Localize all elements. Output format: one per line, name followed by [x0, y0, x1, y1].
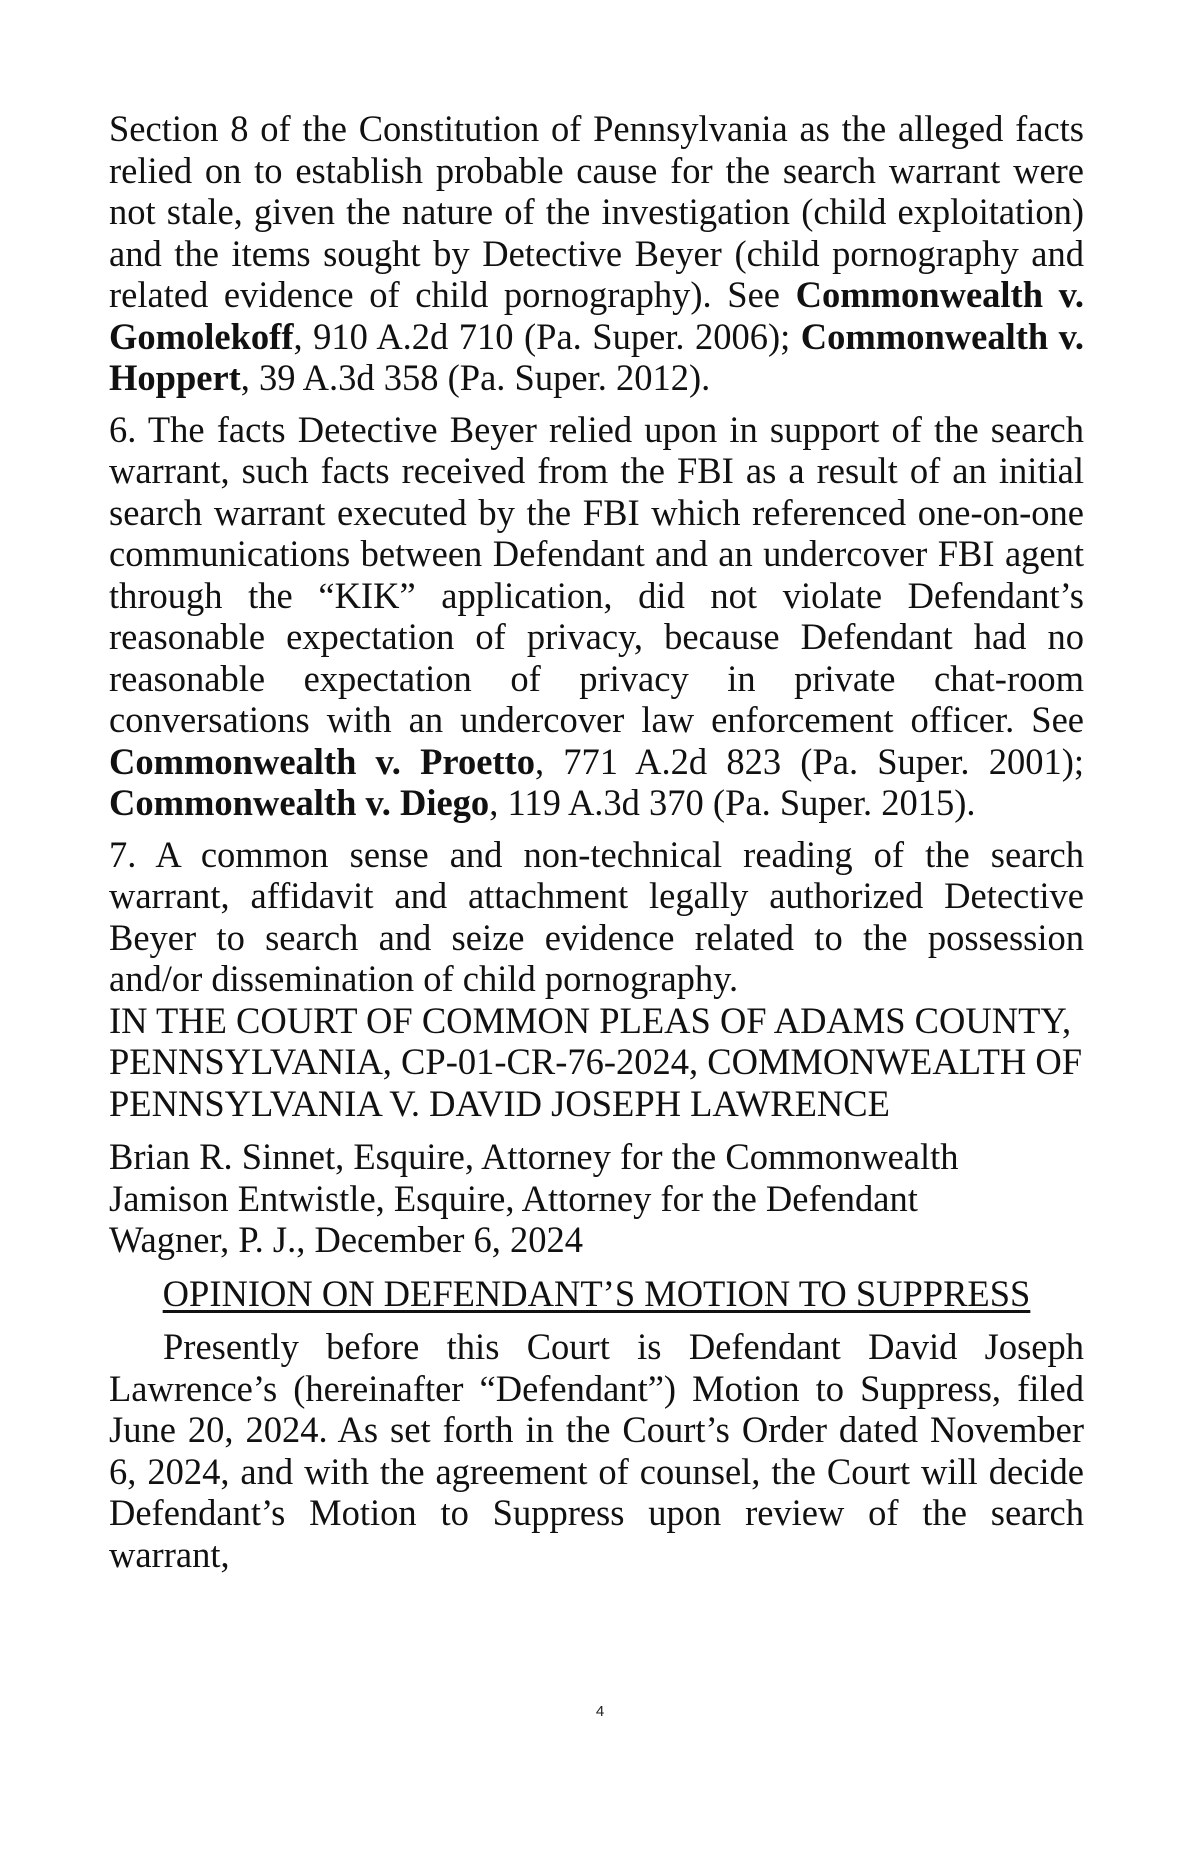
paragraph-7: 7. A common sense and non-technical reading of the search warrant, affidavit and attachment legally authorized Detective Beyer to search and seize evidence related to the possession and/or dissemination of child pornography. [109, 833, 1084, 999]
opinion-heading: OPINION ON DEFENDANT’S MOTION TO SUPPRESS [162, 1272, 1031, 1314]
counsel-block [109, 1136, 1084, 1261]
opinion-body: Presently before this Court is Defendant David Joseph Lawrence’s (hereinafter “Defendant”) Motion to Suppress, filed June 20, 2024. As set forth in the Court’s Order dated November 6, 2024, and with the agreement of counsel, the Court will decide Defendant’s Motion to Suppress upon review of the search warrant, [109, 1326, 1084, 1575]
paragraph-6 [109, 409, 1084, 824]
attorney-defendant: Jamison Entwistle, Esquire, Attorney for the Defendant [109, 1177, 918, 1219]
case-citation-proetto: Commonwealth v. Proetto [109, 740, 535, 782]
paragraph-6-text-2: , 771 A.2d 823 (Pa. Super. 2001); [534, 740, 1084, 782]
judge-and-date: Wagner, P. J., December 6, 2024 [109, 1219, 584, 1260]
case-caption: IN THE COURT OF COMMON PLEAS OF ADAMS COUNTY, PENNSYLVANIA, CP-01-CR-76-2024, COMMONWEALTH OF PENNSYLVANIA V. DAVID JOSEPH LAWRENCE [109, 999, 1083, 1124]
case-citation-gomolekoff: Commonwealth v. Gomolekoff [109, 274, 1085, 357]
attorney-commonwealth: Brian R. Sinnet, Esquire, Attorney for the Commonwealth [109, 1136, 959, 1177]
paragraph-5-text-1: Section 8 of the Constitution of Pennsylvania as the alleged facts relied on to establish probable cause for the search warrant were not stale, given the nature of the investigation (child exploitation) and the items sought by Detective Beyer (child pornography and related evidence of child pornography). See [109, 108, 1084, 315]
document-page [109, 108, 1084, 1575]
paragraph-6-text-1: 6. The facts Detective Beyer relied upon in support of the search warrant, such facts received from the FBI as a result of an initial search warrant executed by the FBI which referenced one-on-one communications between Defendant and an undercover FBI agent through the “KIK” application, did not violate Defendant’s reasonable expectation of privacy, because Defendant had no reasonable expectation of privacy in private chat-room conversations with an undercover law enforcement officer. See [109, 408, 1084, 740]
case-citation-hoppert: Commonwealth v. Hoppert [109, 315, 1085, 398]
paragraph-6-text-3: , 119 A.3d 370 (Pa. Super. 2015). [489, 782, 976, 823]
case-citation-diego: Commonwealth v. Diego [109, 782, 490, 823]
paragraph-5-text-3: , 39 A.3d 358 (Pa. Super. 2012). [240, 357, 711, 398]
paragraph-5-continuation [109, 108, 1084, 399]
paragraph-5-text-2: , 910 A.2d 710 (Pa. Super. 2006); [293, 315, 801, 357]
page-number: 4 [595, 1703, 605, 1720]
